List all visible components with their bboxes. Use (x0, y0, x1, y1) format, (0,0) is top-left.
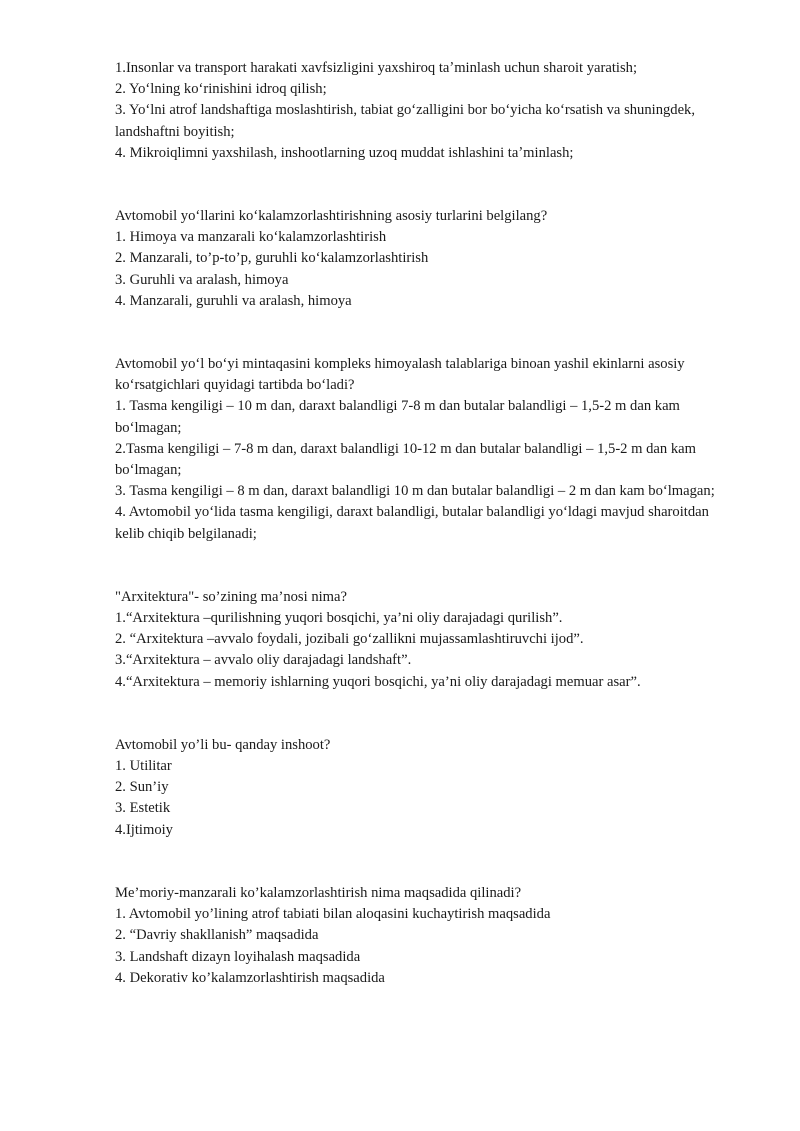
option-1: 1. Tasma kengiligi – 10 m dan, daraxt balandligi 7-8 m dan butalar balandligi – 1,5-2 m dan kam boʻlmagan; (115, 398, 680, 436)
option-4: 4. Manzarali, guruhli va aralash, himoya (115, 292, 352, 309)
option-3: 3. Tasma kengiligi – 8 m dan, daraxt balandligi 10 m dan butalar balandligi – 2 m dan kam boʻlmagan; (115, 483, 715, 500)
option-4: 4. Dekorativ ko’kalamzorlashtirish maqsadida (115, 969, 385, 986)
option-1: 1. Himoya va manzarali koʻkalamzorlashtirish (115, 229, 387, 246)
option-3: 3. Landshaft dizayn loyihalash maqsadida (115, 948, 361, 965)
question-block-6 (115, 883, 730, 989)
option-3: 3. Guruhli va aralash, himoya (115, 271, 289, 288)
question-block-2 (115, 206, 730, 312)
spacer (115, 693, 730, 735)
option-4: 4.“Arxitektura – memoriy ishlarning yuqori bosqichi, ya’ni oliy darajadagi memuar asar”. (115, 673, 641, 690)
question-text: "Arxitektura"- so’zining ma’nosi nima? (115, 588, 347, 605)
document-page (115, 58, 730, 989)
question-block-5 (115, 735, 730, 841)
question-text: Avtomobil yo’li bu- qanday inshoot? (115, 736, 331, 753)
option-2: 2. “Davriy shakllanish” maqsadida (115, 927, 319, 944)
option-2: 2. “Arxitektura –avvalo foydali, jozibali go‘zallikni mujassamlashtiruvchi ijod”. (115, 631, 584, 648)
spacer (115, 164, 730, 206)
question-block-4 (115, 587, 730, 693)
option-4: 4. Mikroiqlimni yaxshilash, inshootlarning uzoq muddat ishlashini taʼminlash; (115, 144, 574, 161)
option-3: 3. Yoʻlni atrof landshaftiga moslashtirish, tabiat goʻzalligini bor boʻyicha koʻrsatish va shuningdek, landshaftni boyitish; (115, 102, 696, 140)
option-4: 4. Avtomobil yoʻlida tasma kengiligi, daraxt balandligi, butalar balandligi yoʻldagi mavjud sharoitdan kelib chiqib belgilanadi; (115, 504, 709, 542)
spacer (115, 841, 730, 883)
question-block-3 (115, 354, 730, 545)
option-1: 1. Utilitar (115, 758, 172, 775)
answer-list-1 (115, 58, 730, 164)
option-2: 2. Sun’iy (115, 779, 169, 796)
question-text: Avtomobil yoʻl boʻyi mintaqasini kompleks himoyalash talablariga binoan yashil ekinlarni asosiy koʻrsatgichlari quyidagi tartibda boʻladi? (115, 356, 685, 394)
option-3: 3.“Arxitektura – avvalo oliy darajadagi landshaft”. (115, 652, 412, 669)
spacer (115, 312, 730, 354)
spacer (115, 545, 730, 587)
option-3: 3. Estetik (115, 800, 171, 817)
option-2: 2. Manzarali, to’p-to’p, guruhli koʻkalamzorlashtirish (115, 250, 429, 267)
option-2: 2. Yoʻlning koʻrinishini idroq qilish; (115, 81, 327, 98)
option-4: 4.Ijtimoiy (115, 821, 173, 838)
question-text: Me’moriy-manzarali ko’kalamzorlashtirish nima maqsadida qilinadi? (115, 884, 522, 901)
option-1: 1. Avtomobil yo’lining atrof tabiati bilan aloqasini kuchaytirish maqsadida (115, 906, 551, 923)
question-text: Avtomobil yoʻllarini koʻkalamzorlashtirishning asosiy turlarini belgilang? (115, 208, 548, 225)
option-2: 2.Tasma kengiligi – 7-8 m dan, daraxt balandligi 10-12 m dan butalar balandligi – 1,5-2 m dan kam boʻlmagan; (115, 440, 696, 479)
option-1: 1.Insonlar va transport harakati xavfsizligini yaxshiroq taʼminlash uchun sharoit yaratish; (115, 60, 637, 76)
option-1: 1.“Arxitektura –qurilishning yuqori bosqichi, ya’ni oliy darajadagi qurilish”. (115, 610, 563, 627)
